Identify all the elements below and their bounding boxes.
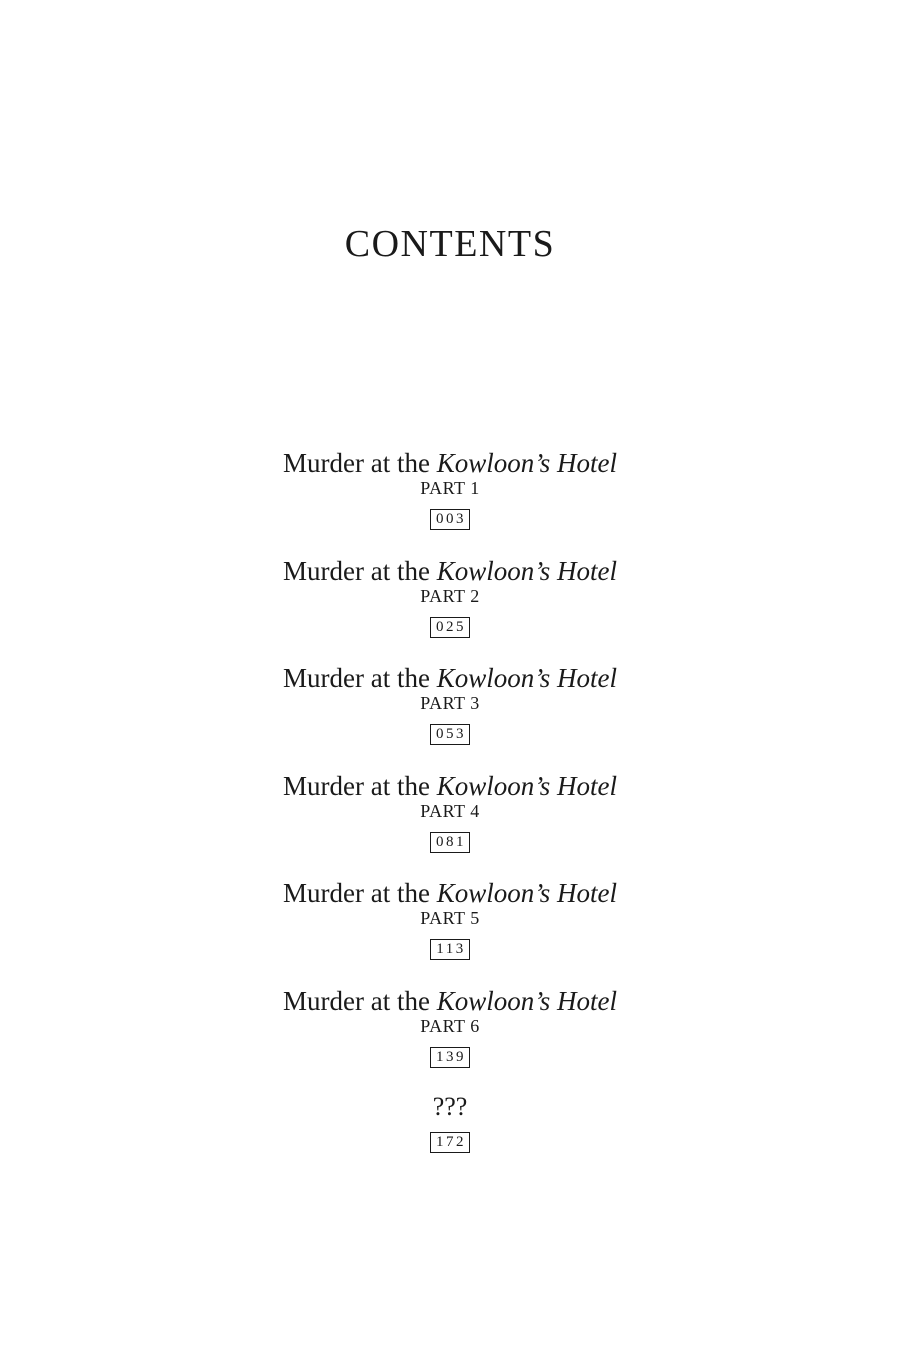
toc-entry-part-5[interactable] [0,877,900,985]
entry-page-number: 081 [430,832,470,853]
entry-title-prefix: Murder at the [283,985,437,1016]
entry-title: ??? [432,1092,468,1121]
entry-title-italic: Kowloon’s Hotel [436,770,617,801]
entry-page-number: 003 [430,509,470,530]
entry-title [0,985,900,1017]
entry-title [0,555,900,587]
toc-entry-part-3[interactable] [0,662,900,770]
entry-title-prefix: Murder at the [283,555,437,586]
entry-title-italic: Kowloon’s Hotel [436,878,617,909]
entry-page-number: 172 [430,1132,470,1153]
entry-title [0,447,900,479]
entry-page-number: 053 [430,724,470,745]
entry-title [0,770,900,802]
toc-entry-part-2[interactable] [0,555,900,663]
entry-part-label: PART 3 [420,693,480,714]
entry-title-italic: Kowloon’s Hotel [436,555,617,586]
entry-part-label: PART 4 [420,800,480,821]
entry-page-number: 113 [430,939,469,960]
toc-entry-final[interactable] [0,1092,900,1153]
entry-title [0,877,900,909]
toc-entry-part-6[interactable] [0,985,900,1093]
entry-title-prefix: Murder at the [283,878,437,909]
entry-part-label: PART 5 [420,908,480,929]
entry-part-label: PART 6 [420,1015,480,1036]
entry-title-italic: Kowloon’s Hotel [436,448,617,478]
toc-entry-part-1[interactable] [0,447,900,555]
entry-title-italic: Kowloon’s Hotel [436,663,617,694]
toc-entry-part-4[interactable] [0,770,900,878]
entry-title [0,662,900,694]
entry-title-prefix: Murder at the [283,448,437,478]
entry-part-label: PART 1 [420,478,480,498]
entry-title-prefix: Murder at the [283,663,437,694]
page-title: CONTENTS [344,223,556,265]
entry-page-number: 139 [430,1047,470,1068]
entry-title-italic: Kowloon’s Hotel [436,985,617,1016]
entry-title-prefix: Murder at the [283,770,437,801]
entry-part-label: PART 2 [420,585,480,606]
entry-page-number: 025 [430,617,470,638]
table-of-contents [0,447,900,1093]
